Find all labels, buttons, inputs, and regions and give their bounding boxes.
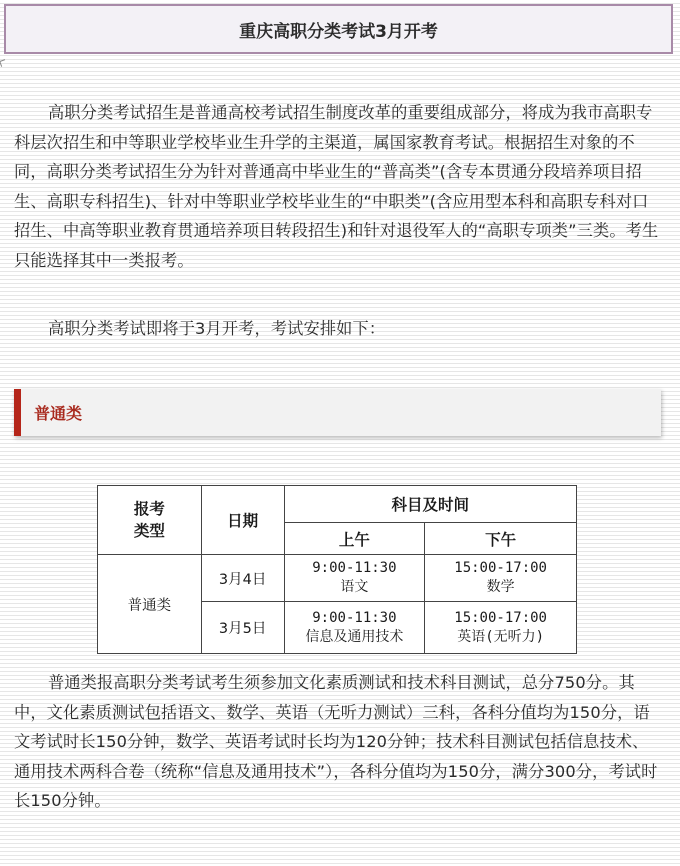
morning-subject: 信息及通用技术 — [305, 628, 404, 645]
section-header — [14, 389, 661, 436]
intro-paragraph: 高职分类考试招生是普通高校考试招生制度改革的重要组成部分，将成为我市高职专科层次招生和中等职业学校毕业生升学的主渠道，属国家教育考试。根据招生对象的不同，高职分类考试招生分为针对普通高中毕业生的“普高类”(含专本贯通分段培养项目招生、高职专科招生)、针对中等职业学校毕业生的“中职类”(含应用型本科和高职专科对口招生、中高等职业教育贯通培养项目转段招生)和针对退役军人的“高职专项类”三类。考生只能选择其中一类报考。 — [14, 103, 659, 270]
afternoon-subject: 数学 — [486, 579, 515, 595]
afternoon-time: 15:00-17:00 — [454, 560, 547, 576]
title-banner — [4, 4, 673, 54]
morning-subject: 语文 — [340, 579, 369, 595]
row-exam-type: 普通类 — [98, 555, 202, 654]
row-date: 3月4日 — [201, 555, 284, 602]
table-row — [98, 555, 577, 602]
detail-paragraph: 普通类报高职分类考试考生须参加文化素质测试和技术科目测试，总分750分。其中，文化素质测试包括语文、数学、英语（无听力测试）三科，各科分值均为150分，语文考试时长150分钟，数学、英语考试时长均为120分钟；技术科目测试包括信息技术、通用技术两科合卷（统称“信息及通用技术”），各科分值均为150分，满分300分，考试时长150分钟。 — [14, 673, 658, 810]
header-exam-type: 报考 类型 — [98, 486, 202, 555]
header-morning: 上午 — [284, 523, 425, 555]
header-subjects: 科目及时间 — [284, 486, 576, 523]
row-date: 3月5日 — [201, 602, 284, 654]
afternoon-subject: 英语(无听力) — [457, 628, 545, 645]
header-date: 日期 — [201, 486, 284, 555]
morning-time: 9:00-11:30 — [312, 609, 397, 626]
schedule-intro: 高职分类考试即将于3月开考，考试安排如下： — [48, 319, 386, 338]
morning-cell — [284, 602, 425, 654]
section-heading: 普通类 — [34, 404, 83, 423]
morning-time: 9:00-11:30 — [312, 560, 397, 576]
exam-schedule-table — [97, 485, 577, 654]
afternoon-time: 15:00-17:00 — [454, 609, 547, 626]
morning-cell — [284, 555, 425, 602]
afternoon-cell — [425, 602, 577, 654]
corner-mark — [0, 59, 7, 67]
page-title: 重庆高职分类考试3月开考 — [239, 21, 438, 42]
afternoon-cell — [425, 555, 577, 602]
header-afternoon: 下午 — [425, 523, 577, 555]
